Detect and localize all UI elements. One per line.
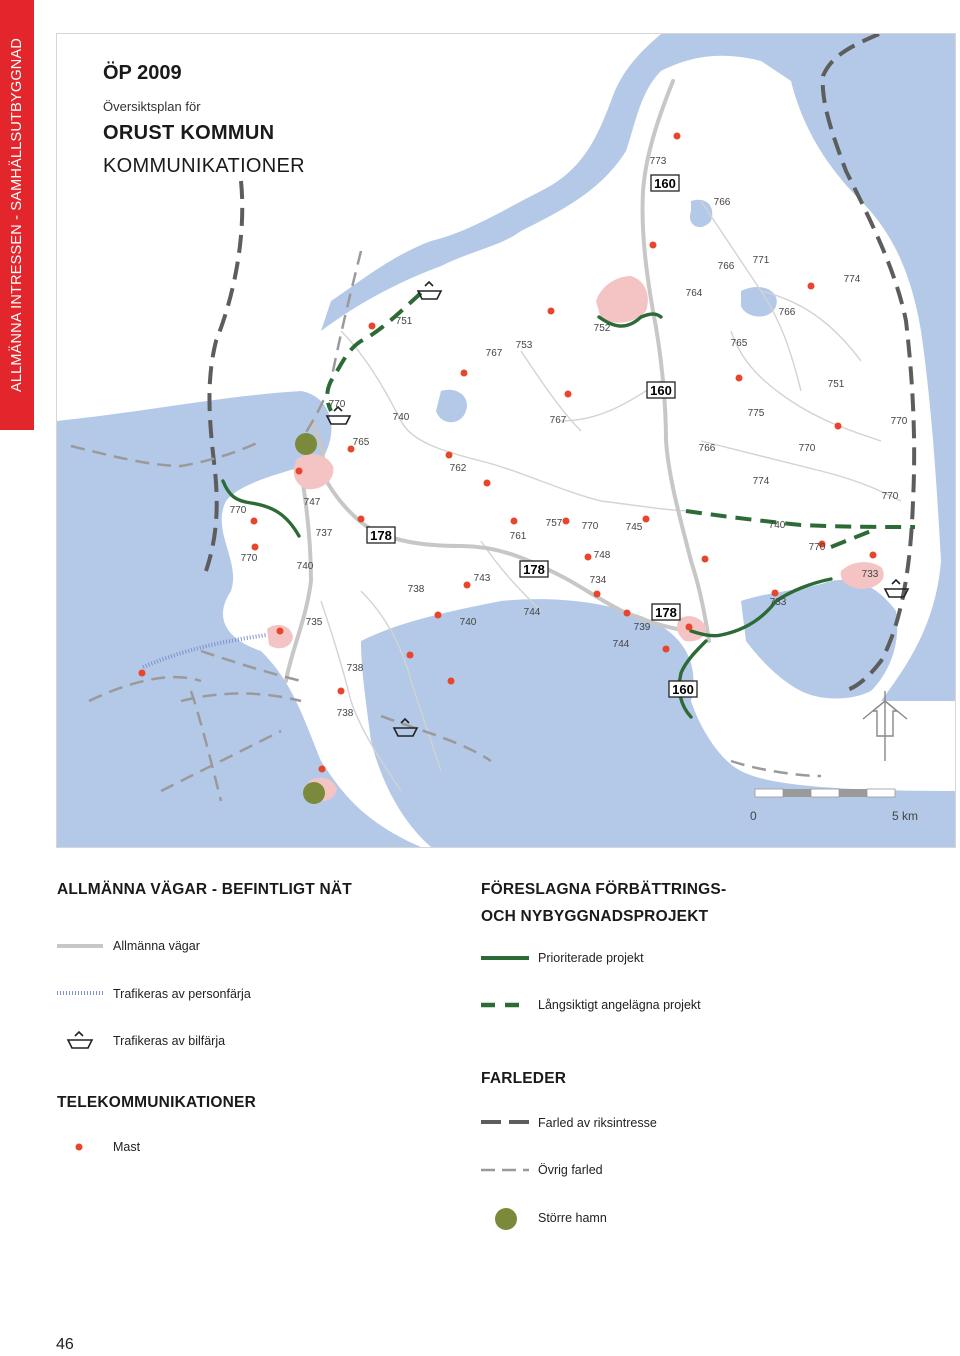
- legend-fairway-other: Övrig farled: [538, 1163, 603, 1177]
- road-number: 743: [473, 573, 491, 584]
- water-west: [57, 391, 421, 847]
- road-number: 734: [589, 575, 607, 586]
- legend-mast: Mast: [113, 1140, 141, 1154]
- legend-priority-line-icon: [481, 953, 529, 963]
- road-shield: [652, 604, 680, 620]
- car-ferry-icon: [66, 1030, 94, 1050]
- legend-road-line-icon: [57, 941, 103, 951]
- road-number: 767: [549, 415, 567, 426]
- legend-large-harbour: Större hamn: [538, 1211, 607, 1225]
- svg-text:160: 160: [650, 383, 672, 398]
- side-band: [0, 0, 34, 430]
- road-number: 757: [545, 518, 563, 529]
- legend-longterm-projects: Långsiktigt angelägna projekt: [538, 998, 701, 1012]
- road-number: 751: [395, 316, 413, 327]
- road-shield: [367, 527, 395, 543]
- road-number: 770: [240, 553, 258, 564]
- road-number: 773: [649, 156, 667, 167]
- svg-text:160: 160: [654, 176, 676, 191]
- svg-text:160: 160: [672, 682, 694, 697]
- road-number: 766: [778, 307, 796, 318]
- road-number: 774: [843, 274, 861, 285]
- road-number: 748: [593, 550, 611, 561]
- road-number: 770: [328, 399, 346, 410]
- road-shield: [669, 681, 697, 697]
- road-number: 744: [612, 639, 630, 650]
- road-number: 764: [685, 288, 703, 299]
- road-number: 765: [730, 338, 748, 349]
- road-number: 744: [523, 607, 541, 618]
- road-number: 740: [296, 561, 314, 572]
- scale-end-label: 5 km: [892, 809, 919, 823]
- road-number: 752: [593, 323, 611, 334]
- side-label: ALLMÄNNA INTRESSEN - SAMHÄLLSUTBYGGNAD: [9, 37, 25, 393]
- main-roads: [286, 81, 709, 681]
- svg-text:178: 178: [655, 605, 677, 620]
- road-number: 762: [449, 463, 467, 474]
- road-number: 740: [459, 617, 477, 628]
- road-number: 733: [861, 569, 879, 580]
- svg-text:178: 178: [523, 562, 545, 577]
- legend-priority-projects: Prioriterade projekt: [538, 951, 644, 965]
- page-number: 46: [56, 1336, 74, 1353]
- topic-title: KOMMUNIKATIONER: [103, 155, 305, 177]
- mast-icon: [74, 1142, 84, 1152]
- municipality-title: ORUST KOMMUN: [103, 122, 275, 144]
- harbour-icon: [494, 1207, 518, 1231]
- legend-longterm-line-icon: [481, 1000, 529, 1010]
- road-number: 761: [509, 531, 527, 542]
- road-number: 747: [303, 497, 321, 508]
- road-number: 771: [752, 255, 770, 266]
- road-number: 738: [407, 584, 425, 595]
- legend-roads-heading: ALLMÄNNA VÄGAR - BEFINTLIGT NÄT: [57, 881, 352, 898]
- legend-projects-heading: [481, 876, 726, 930]
- plan-subtitle: Översiktsplan för: [103, 99, 201, 114]
- scale-bar: [755, 789, 895, 797]
- legend-passenger-ferry-icon: [57, 988, 103, 998]
- road-shield: [647, 382, 675, 398]
- road-number: 745: [625, 522, 643, 533]
- legend-public-roads: Allmänna vägar: [113, 939, 200, 953]
- road-number: 770: [890, 416, 908, 427]
- title-block: [103, 62, 305, 178]
- water-lake-center: [436, 390, 467, 423]
- road-number: 770: [581, 521, 599, 532]
- water-lake-east: [741, 287, 777, 317]
- road-number: 765: [352, 437, 370, 448]
- road-shield: [520, 561, 548, 577]
- road-number: 737: [315, 528, 333, 539]
- road-number: 767: [485, 348, 503, 359]
- legend-fairway-national-icon: [481, 1117, 529, 1127]
- road-number: 766: [717, 261, 735, 272]
- svg-text:178: 178: [370, 528, 392, 543]
- road-number: 770: [808, 542, 826, 553]
- road-number: 766: [713, 197, 731, 208]
- road-number: 751: [827, 379, 845, 390]
- water-east-bay: [741, 580, 897, 698]
- legend-fairways-heading: FARLEDER: [481, 1070, 567, 1087]
- legend-fairway-national: Farled av riksintresse: [538, 1116, 657, 1130]
- road-number: 740: [392, 412, 410, 423]
- legend-projects-heading-line1: FÖRESLAGNA FÖRBÄTTRINGS-: [481, 881, 727, 898]
- road-shield: [651, 175, 679, 191]
- road-number: 733: [769, 597, 787, 608]
- road-number: 740: [768, 520, 786, 531]
- legend-passenger-ferry: Trafikeras av personfärja: [113, 987, 251, 1001]
- north-arrow: [863, 691, 907, 761]
- legend-fairway-other-icon: [481, 1165, 529, 1175]
- road-number: 753: [515, 340, 533, 351]
- legend-projects-heading-line2: OCH NYBYGGNADSPROJEKT: [481, 908, 709, 925]
- road-number: 738: [336, 708, 354, 719]
- legend-car-ferry: Trafikeras av bilfärja: [113, 1034, 226, 1048]
- road-number: 739: [633, 622, 651, 633]
- road-number: 770: [881, 491, 899, 502]
- road-number: 766: [698, 443, 716, 454]
- plan-title: ÖP 2009: [103, 62, 182, 84]
- legend-telecom-heading: TELEKOMMUNIKATIONER: [57, 1094, 256, 1111]
- road-number: 735: [305, 617, 323, 628]
- scale-start-label: 0: [750, 809, 757, 823]
- road-number: 770: [798, 443, 816, 454]
- road-number: 775: [747, 408, 765, 419]
- road-number: 774: [752, 476, 770, 487]
- road-number: 770: [229, 505, 247, 516]
- road-number: 738: [346, 663, 364, 674]
